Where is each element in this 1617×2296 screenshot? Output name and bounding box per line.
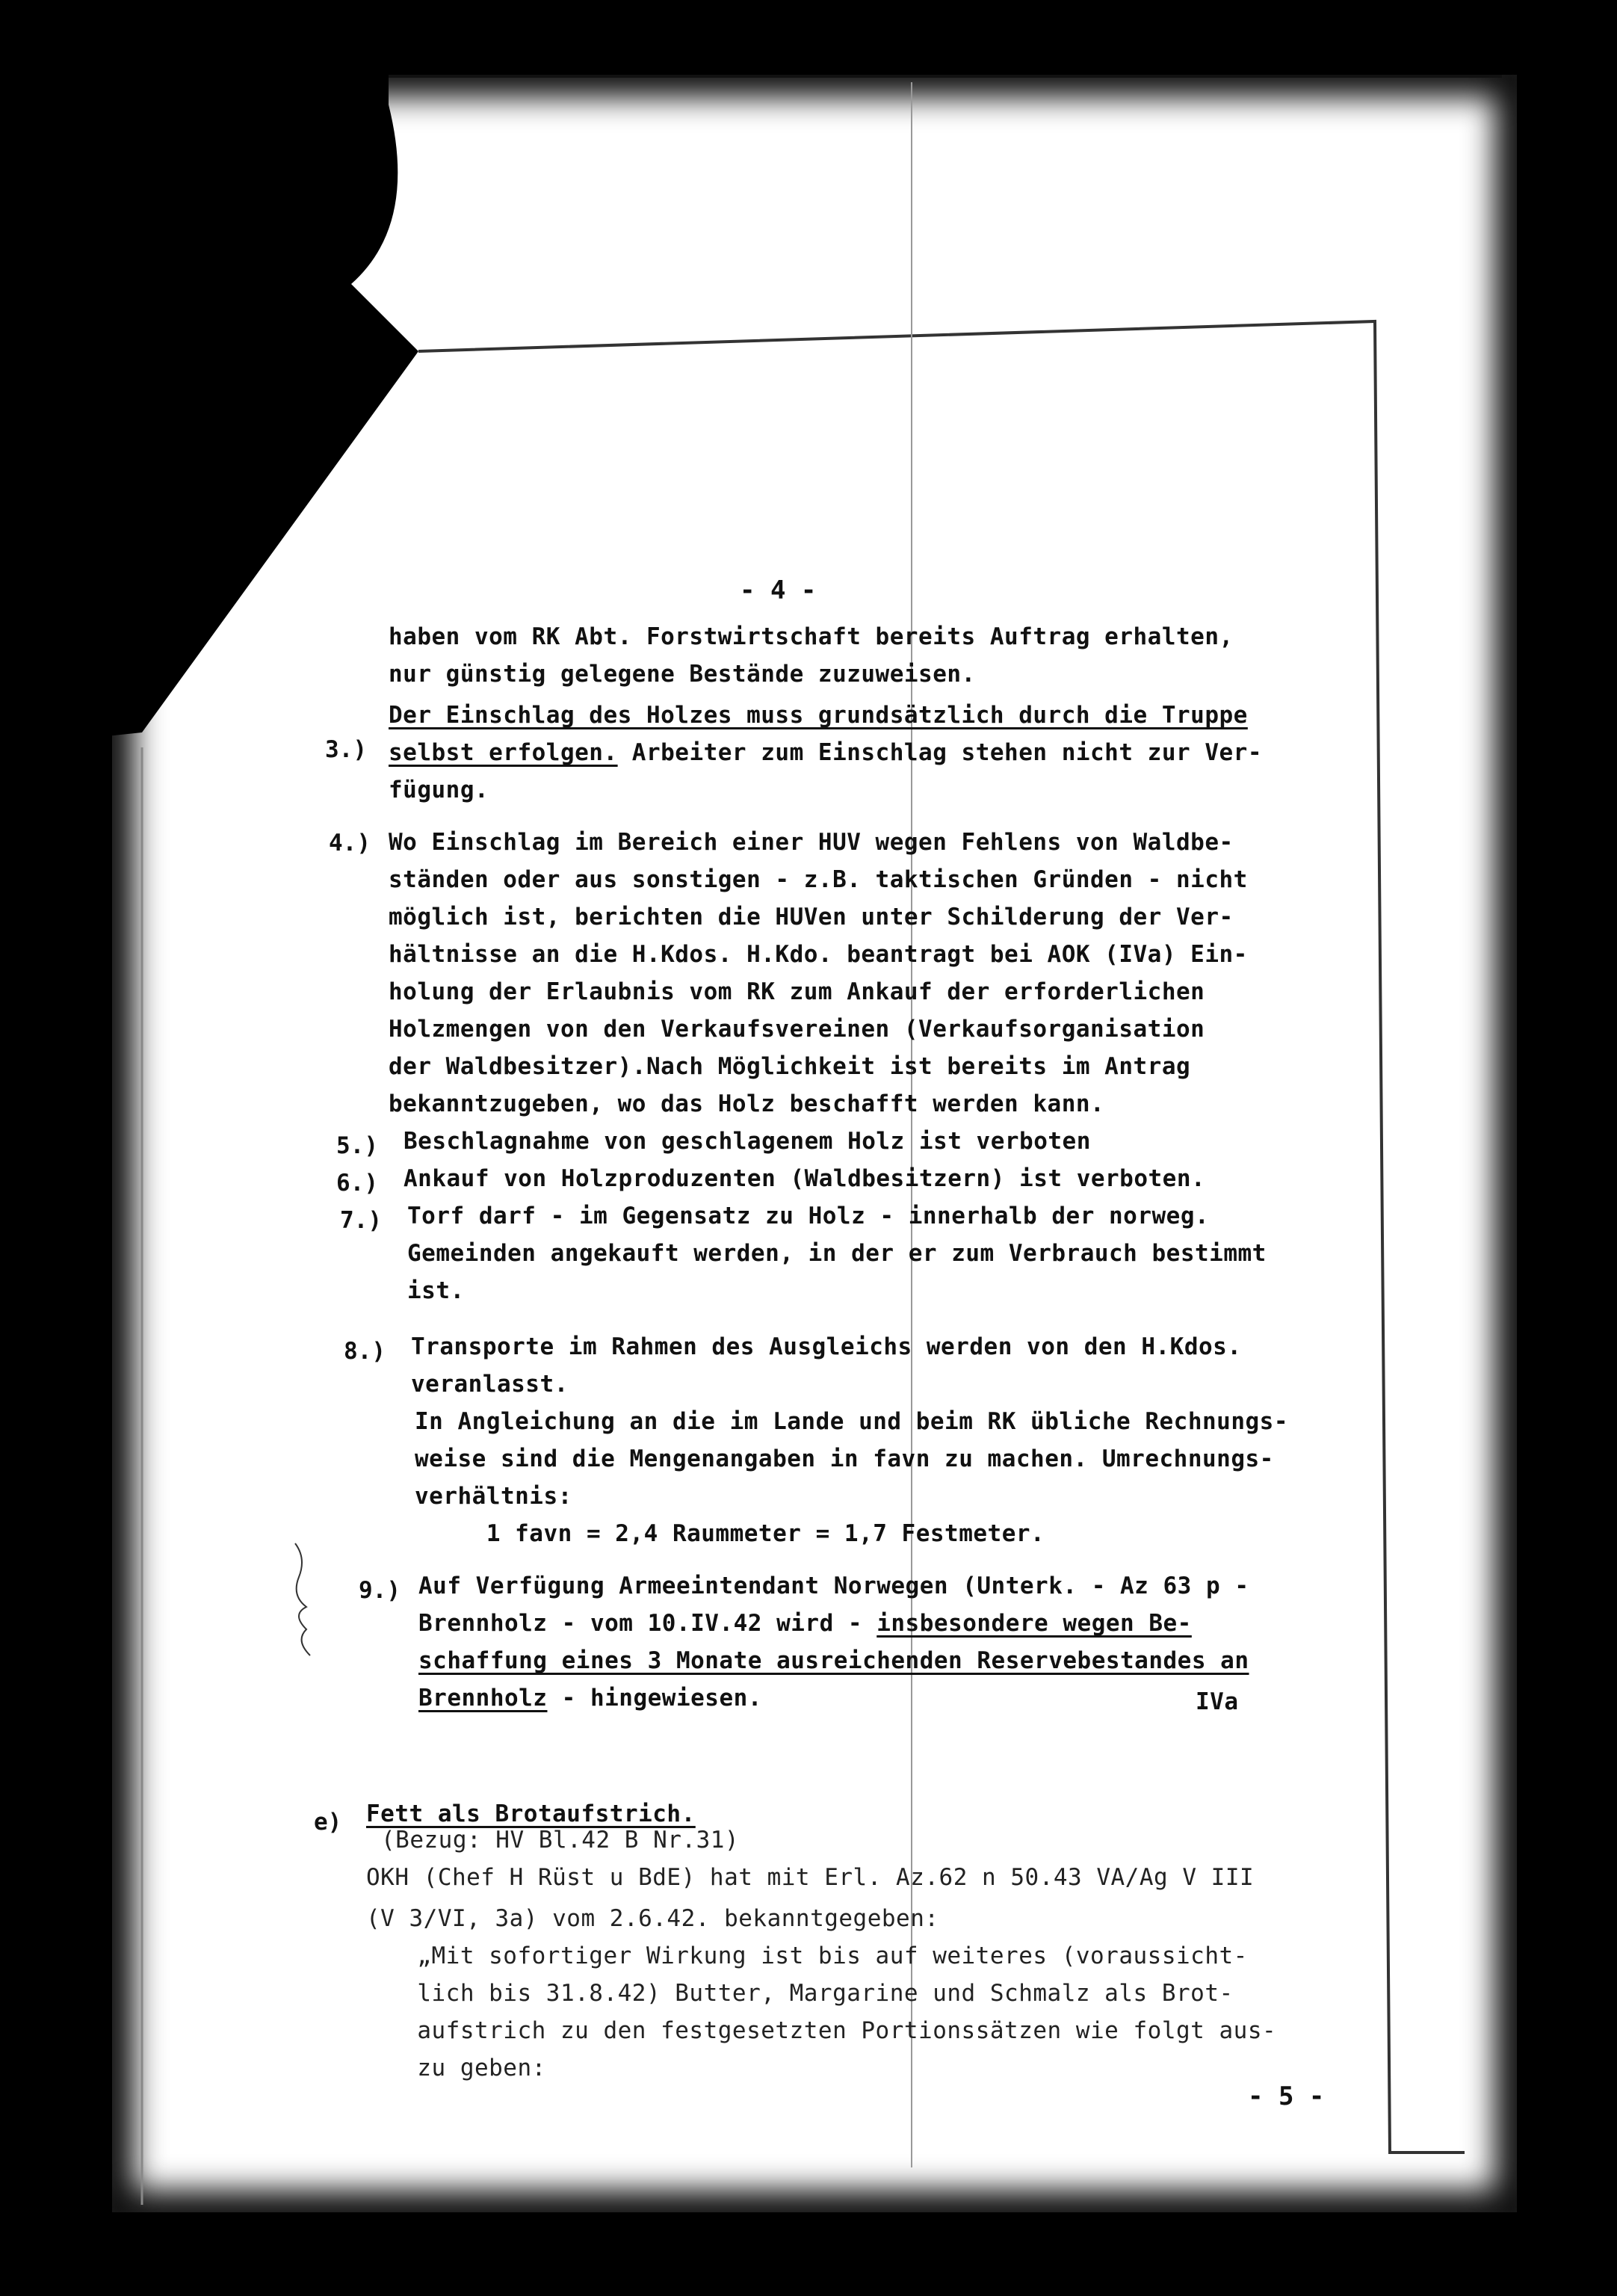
text-line: hältnisse an die H.Kdos. H.Kdo. beantragt bei AOK (IVa) Ein- (389, 941, 1248, 968)
text-line: fügung. (389, 777, 489, 803)
item-number: 5.) (336, 1132, 378, 1159)
item-number: 8.) (344, 1338, 386, 1365)
underlined-text: Fett als Brotaufstrich. (366, 1800, 696, 1827)
text-line: Gemeinden angekauft werden, in der er zum Verbrauch bestimmt (407, 1240, 1267, 1267)
text-line: bekanntzugeben, wo das Holz beschafft werden kann. (389, 1090, 1105, 1117)
underlined-text: Der Einschlag des Holzes muss grundsätzlich durch die Truppe (389, 702, 1248, 729)
text-line: aufstrich zu den festgesetzten Portionssätzen wie folgt aus- (389, 2017, 1277, 2044)
underlined-text: schaffung eines 3 Monate ausreichenden Reservebestandes an (418, 1647, 1249, 1674)
text-line: lich bis 31.8.42) Butter, Margarine und Schmalz als Brot- (389, 1980, 1234, 2007)
finger-shadow (0, 0, 418, 747)
signature-code: IVa (1196, 1688, 1239, 1715)
text-line: verhältnis: (415, 1483, 572, 1510)
next-page-number: - 5 - (1248, 2081, 1325, 2111)
text-line: 1 favn = 2,4 Raummeter = 1,7 Festmeter. (415, 1520, 1045, 1547)
text-line: Beschlagnahme von geschlagenem Holz ist verboten (404, 1128, 1091, 1155)
text-line: (Bezug: HV Bl.42 B Nr.31) (381, 1827, 740, 1854)
text-line: OKH (Chef H Rüst u BdE) hat mit Erl. Az.62 n 50.43 VA/Ag V III (366, 1864, 1255, 1891)
underlined-text: Brennholz (418, 1685, 548, 1712)
item-number: 4.) (329, 830, 371, 857)
text-line: zu geben: (389, 2055, 546, 2081)
underlined-text: insbesondere wegen Be- (876, 1610, 1192, 1637)
text-line: Holzmengen von den Verkaufsvereinen (Verkaufsorganisation (389, 1016, 1205, 1043)
text-line: haben vom RK Abt. Forstwirtschaft bereits Auftrag erhalten, (389, 623, 1234, 650)
underlined-text: selbst erfolgen. (389, 739, 618, 766)
text-line: „Mit sofortiger Wirkung ist bis auf weiteres (voraussicht- (389, 1942, 1248, 1969)
text-line: holung der Erlaubnis vom RK zum Ankauf der erforderlichen (389, 978, 1205, 1005)
item-number: 7.) (340, 1207, 382, 1234)
item-number: 6.) (336, 1170, 378, 1197)
text-line (418, 1644, 1249, 1677)
text-run: Arbeiter zum Einschlag stehen nicht zur Ver- (617, 739, 1262, 766)
text-run: - hingewiesen. (547, 1685, 762, 1712)
text-line (418, 1682, 762, 1715)
text-line: weise sind die Mengenangaben in favn zu machen. Umrechnungs- (415, 1445, 1274, 1472)
page-number: - 4 - (740, 575, 817, 605)
text-line: Transporte im Rahmen des Ausgleichs werden von den H.Kdos. (411, 1333, 1242, 1360)
text-line: ständen oder aus sonstigen - z.B. taktischen Gründen - nicht (389, 866, 1248, 893)
text-line (389, 736, 1262, 769)
text-line: Ankauf von Holzproduzenten (Waldbesitzern) ist verboten. (404, 1165, 1206, 1192)
text-line: Torf darf - im Gegensatz zu Holz - innerhalb der norweg. (407, 1203, 1210, 1229)
text-line: (V 3/VI, 3a) vom 2.6.42. bekanntgegeben: (366, 1905, 939, 1932)
text-line (418, 1607, 1192, 1640)
text-line: veranlasst. (411, 1371, 569, 1398)
text-line: In Angleichung an die im Lande und beim RK übliche Rechnungs- (415, 1408, 1288, 1435)
text-line: der Waldbesitzer).Nach Möglichkeit ist bereits im Antrag (389, 1053, 1191, 1080)
text-line: nur günstig gelegene Bestände zuzuweisen. (389, 661, 976, 688)
text-run: Brennholz - vom 10.IV.42 wird - (418, 1610, 877, 1637)
text-line: Auf Verfügung Armeeintendant Norwegen (Unterk. - Az 63 p - (418, 1573, 1249, 1599)
text-line: möglich ist, berichten die HUVen unter Schilderung der Ver- (389, 904, 1234, 931)
text-line: Wo Einschlag im Bereich einer HUV wegen Fehlens von Waldbe- (389, 829, 1234, 856)
item-number: 9.) (359, 1577, 401, 1604)
margin-scribble (295, 1543, 310, 1655)
item-number: 3.) (325, 736, 367, 763)
text-line (389, 699, 1248, 732)
text-line: ist. (407, 1277, 465, 1304)
section-label: e) (314, 1809, 342, 1836)
